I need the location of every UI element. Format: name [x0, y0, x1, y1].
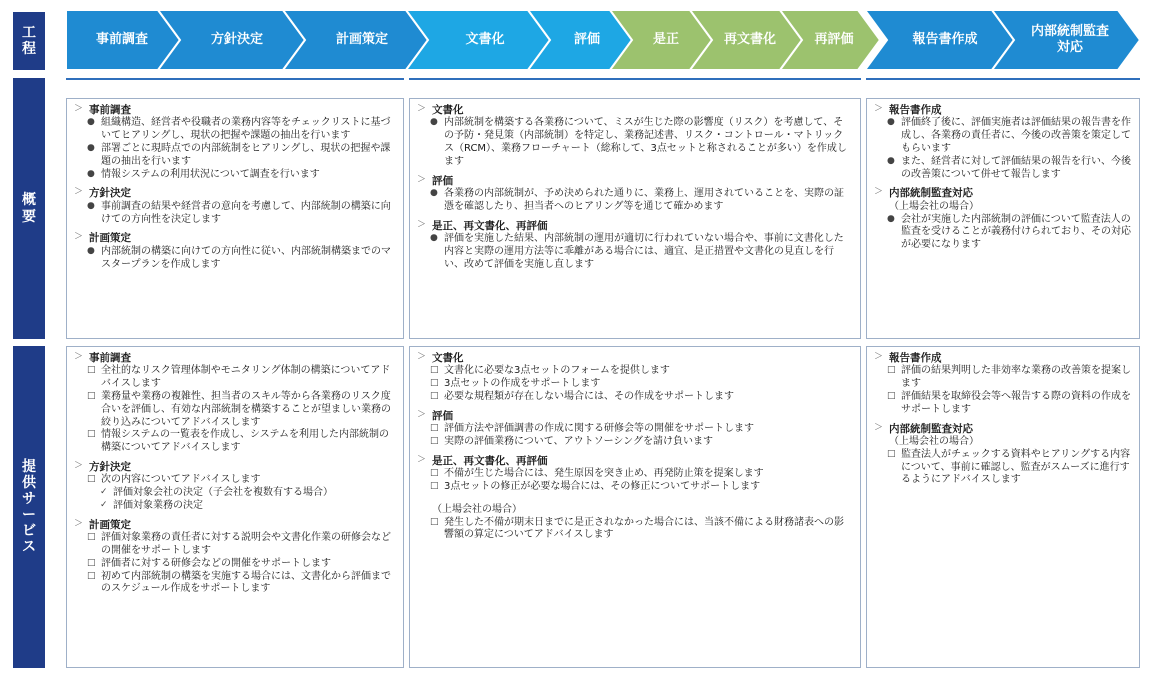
list-item: □ 次の内容についてアドバイスします — [87, 474, 261, 486]
step-label-6: 是正 — [652, 31, 679, 47]
step-label-1: 事前調査 — [95, 31, 148, 47]
list-item: □ 業務量や業務の複雑性、担当者のスキル等から各業務のリスク度合いを評価し、有効な内部統制を構築することが望ましい業務の絞り込みについてアドバイスします — [87, 391, 391, 428]
list-item: ● 部署ごとに現時点での内部統制をヒアリングし、現状の把握や課題の抽出を行います — [87, 143, 391, 167]
section-title: ＞ 事前調査 — [75, 352, 395, 365]
section-title: ＞ 評価 — [418, 410, 852, 423]
section-title: ＞ 評価 — [418, 175, 852, 188]
column-header-2: 内部統制の整備及び運用状況の評価 — [538, 81, 731, 96]
note-text: （上場会社の場合） — [432, 503, 522, 515]
list-item: ● 会社が実施した内部統制の評価について監査法人の監査を受けることが義務付けられており、その対応が必要になります — [887, 213, 1131, 251]
note-text: （上場会社の場合） — [889, 200, 979, 212]
step-label-8: 再評価 — [814, 31, 854, 47]
section-title: ＞ 報告書作成 — [875, 352, 1131, 365]
section-title: ＞ 計画策定 — [75, 232, 395, 245]
section-title: ＞ 是正、再文書化、再評価 — [418, 220, 852, 233]
overview-col3-box — [866, 98, 1140, 339]
row-label-process: 工程 — [13, 12, 45, 70]
step-label-4: 文書化 — [465, 31, 505, 47]
list-item: □ 評価結果を取締役会等へ報告する際の資料の作成をサポートします — [887, 391, 1131, 415]
list-item: ● 内部統制を構築する各業務について、ミスが生じた際の影響度（リスク）を考慮して、その予防・発見策（内部統制）を特定し、業務記述書、リスク・コントロール・マトリックス（RCM）、業務フローチャート（総称して、3点セットと称されることが多い）を作成します — [430, 117, 847, 167]
list-item: □ 文書化に必要な3点セットのフォームを提供します — [430, 365, 670, 377]
list-item: □ 実際の評価業務について、アウトソーシングを請け負います — [430, 436, 713, 448]
section-title: ＞ 文書化 — [418, 104, 852, 117]
list-item: □ 不備が生じた場合には、発生原因を突き止め、再発防止策を提案します — [430, 468, 764, 480]
list-item: □ 評価方法や評価調書の作成に関する研修会等の開催をサポートします — [430, 423, 754, 435]
step-label-2: 方針決定 — [210, 31, 263, 47]
list-item: □ 評価の結果判明した非効率な業務の改善策を提案します — [887, 365, 1131, 390]
list-item: □ 3点セットの修正が必要な場合には、その修正についてサポートします — [430, 481, 761, 493]
list-item: ● 評価終了後に、評価実施者は評価結果の報告書を作成し、各業務の責任者に、今後の改善策を策定してもらいます — [887, 117, 1131, 155]
list-item: ● 情報システムの利用状況について調査を行います — [87, 168, 320, 180]
step-label-3: 計画策定 — [335, 31, 388, 47]
list-item: ● 内部統制の構築に向けての方向性に従い、内部統制構築までのマスタープランを作成します — [87, 245, 391, 270]
row-label-overview: 概要 — [13, 78, 45, 339]
list-item: □ 初めて内部統制の構築を実施する場合には、文書化から評価までのスケジュール作成をサポートします — [87, 570, 391, 595]
list-item: □ 3点セットの作成をサポートします — [430, 378, 601, 390]
list-item: □ 情報システムの一覧表を作成し、システムを利用した内部統制の構築についてアドバイスします — [87, 429, 389, 454]
list-item: □ 全社的なリスク管理体制やモニタリング体制の構築についてアドバイスします — [87, 365, 391, 390]
list-item: ● 各業務の内部統制が、予め決められた通りに、業務上、運用されていることを、実際の証憑を確認したり、担当者へのヒアリング等を通じて確かめます — [430, 188, 844, 212]
step-label-5: 評価 — [573, 31, 600, 47]
list-item: □ 必要な規程類が存在しない場合には、その作成をサポートします — [430, 391, 734, 403]
step-label-7: 再文書化 — [723, 31, 776, 47]
column-header-1: 内部統制構築に向けての事前検討 — [144, 81, 325, 96]
list-item: ● 事前調査の結果や経営者の意向を考慮して、内部統制の構築に向けての方向性を決定します — [87, 200, 391, 225]
sub-item: ✓ 評価対象会社の決定（子会社を複数有する場合） — [100, 487, 333, 499]
step-label-10: 内部統制監査対応 — [1030, 23, 1109, 55]
section-title: ＞ 計画策定 — [75, 519, 395, 532]
services-col2-box — [409, 346, 861, 668]
section-title: ＞ 是正、再文書化、再評価 — [418, 455, 852, 468]
section-title: ＞ 方針決定 — [75, 187, 395, 200]
section-title: ＞ 内部統制監査対応 — [875, 423, 1131, 436]
list-item: ● 組織構造、経営者や役職者の業務内容等をチェックリストに基づいてヒアリングし、現状の把握や課題の抽出を行います — [87, 117, 391, 142]
sub-item: ✓ 評価対象業務の決定 — [100, 500, 203, 512]
note-text: （上場会社の場合） — [889, 436, 979, 448]
services-col3-box — [866, 346, 1140, 668]
list-item: ● また、経営者に対して評価結果の報告を行い、今後の改善策について併せて報告します — [887, 155, 1131, 180]
list-item: □ 評価者に対する研修会などの開催をサポートします — [87, 557, 331, 569]
overview-col1-box — [66, 98, 404, 339]
section-title: ＞ 方針決定 — [75, 461, 395, 474]
section-title: ＞ 事前調査 — [75, 104, 395, 117]
list-item: ● 評価を実施した結果、内部統制の運用が適切に行われていない場合や、事前に文書化した内容と実際の運用方法等に乖離がある場合には、適宜、是正措置や文書化の見直しを行い、改めて評価を実施し直します — [430, 233, 844, 270]
services-col1-box — [66, 346, 404, 668]
section-title: ＞ 報告書作成 — [875, 104, 1131, 117]
list-item: □ 監査法人がチェックする資料やヒアリングする内容について、事前に確認し、監査がスムーズに進行するようにアドバイスします — [887, 448, 1131, 486]
section-title: ＞ 内部統制監査対応 — [875, 187, 1131, 200]
step-label-9: 報告書作成 — [912, 31, 978, 47]
overview-col2-box — [409, 98, 861, 339]
row-label-services: 提供サービス — [13, 346, 45, 668]
list-item: □ 発生した不備が期末日までに是正されなかった場合には、当該不備による財務諸表への影響額の算定についてアドバイスします — [430, 516, 844, 541]
section-title: ＞ 文書化 — [418, 352, 852, 365]
list-item: □ 評価対象業務の責任者に対する説明会や文書化作業の研修会などの開催をサポートします — [87, 532, 391, 557]
column-header-3: 評価結果のフィードバック — [931, 81, 1075, 96]
